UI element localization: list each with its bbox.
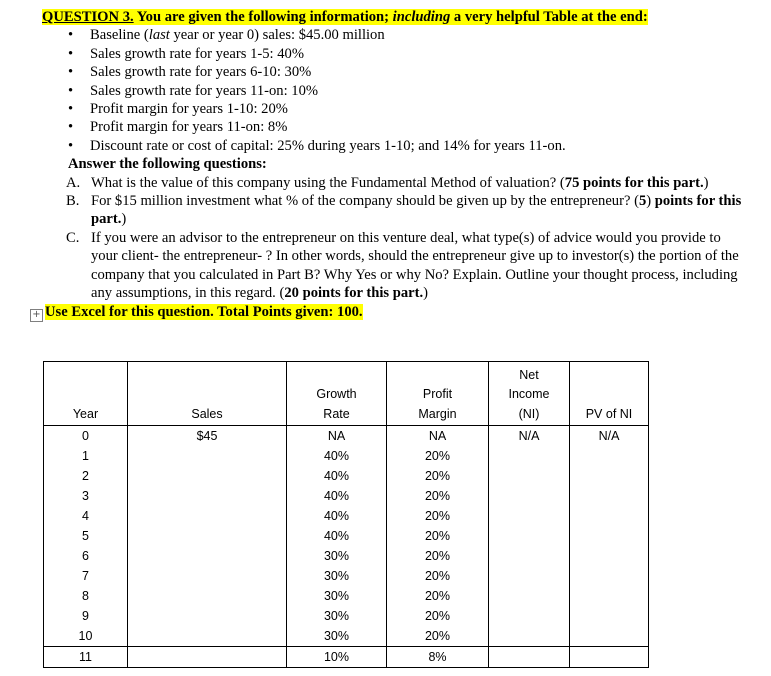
given-info-list	[42, 26, 742, 155]
cell-growth[interactable]: 30%	[287, 606, 387, 626]
cell-margin[interactable]: 20%	[387, 586, 489, 606]
cell-pv[interactable]	[570, 566, 649, 586]
table-row	[44, 546, 649, 566]
cell-margin[interactable]: 8%	[387, 647, 489, 668]
cell-margin[interactable]: 20%	[387, 546, 489, 566]
header-margin-line2: Margin	[418, 406, 457, 421]
cell-ni[interactable]	[489, 486, 570, 506]
question-c-points: 20 points for this part.	[284, 285, 424, 302]
cell-sales[interactable]	[128, 466, 287, 486]
cell-pv[interactable]	[570, 526, 649, 546]
cell-sales[interactable]	[128, 486, 287, 506]
cell-growth[interactable]: 40%	[287, 506, 387, 526]
question-heading	[42, 8, 742, 26]
header-pv-of-ni: PV of NI	[570, 362, 649, 426]
cell-year[interactable]: 8	[44, 586, 128, 606]
cell-ni[interactable]	[489, 626, 570, 647]
given-info-item	[68, 137, 742, 155]
cell-margin[interactable]: 20%	[387, 466, 489, 486]
cell-growth[interactable]: 40%	[287, 486, 387, 506]
question-b-marker: B.	[66, 193, 80, 210]
question-b-end: )	[121, 211, 127, 228]
cell-ni[interactable]	[489, 647, 570, 668]
question-a-end: )	[703, 174, 709, 191]
cell-pv[interactable]	[570, 606, 649, 626]
table-row	[44, 526, 649, 546]
cell-growth[interactable]: 40%	[287, 466, 387, 486]
question-a-points: 75 points for this part.	[564, 174, 704, 191]
given-info-text: Profit margin for years 11-on: 8%	[90, 119, 288, 136]
cell-margin[interactable]: 20%	[387, 566, 489, 586]
question-a-marker: A.	[66, 174, 81, 191]
header-sales: Sales	[128, 362, 287, 426]
cell-ni[interactable]	[489, 466, 570, 486]
cell-growth[interactable]: 10%	[287, 647, 387, 668]
table-header-row	[44, 362, 649, 426]
question-b-points-label: points for this part.	[91, 193, 742, 228]
header-ni-line2: Income	[508, 387, 550, 401]
header-ni-line1: Net	[519, 367, 539, 382]
bullet-dot: •	[68, 101, 74, 118]
header-growth-line2: Rate	[323, 406, 350, 421]
cell-year[interactable]: 10	[44, 626, 128, 647]
cell-ni[interactable]	[489, 526, 570, 546]
cell-sales[interactable]: $45	[128, 426, 287, 447]
bullet-dot: •	[68, 119, 74, 136]
given-info-text: Sales growth rate for years 11-on: 10%	[90, 82, 319, 99]
cell-growth[interactable]: 30%	[287, 546, 387, 566]
cell-ni[interactable]	[489, 446, 570, 466]
question-b-mid: )	[646, 193, 655, 210]
cell-sales[interactable]	[128, 446, 287, 466]
cell-margin[interactable]: 20%	[387, 606, 489, 626]
cell-pv[interactable]	[570, 446, 649, 466]
cell-sales[interactable]	[128, 506, 287, 526]
header-growth-rate	[287, 362, 387, 426]
cell-pv[interactable]	[570, 626, 649, 647]
table-row	[44, 586, 649, 606]
given-info-text: Sales growth rate for years 6-10: 30%	[90, 64, 312, 81]
given-info-item	[68, 82, 742, 100]
excel-note-line	[30, 303, 742, 322]
cell-sales[interactable]	[128, 647, 287, 668]
cell-year[interactable]: 2	[44, 466, 128, 486]
header-net-income	[489, 362, 570, 426]
question-a-text: What is the value of this company using the Fundamental Method of valuation? (	[91, 174, 565, 191]
question-document	[32, 8, 742, 322]
table-row	[44, 626, 649, 647]
header-growth-line1: Growth	[316, 387, 357, 401]
given-info-text: Baseline (	[90, 27, 149, 44]
given-info-text: Discount rate or cost of capital: 25% during years 1-10; and 14% for years 11-on.	[90, 137, 566, 154]
cell-sales[interactable]	[128, 606, 287, 626]
cell-margin[interactable]: NA	[387, 426, 489, 447]
table-row	[44, 647, 649, 668]
cell-year[interactable]: 4	[44, 506, 128, 526]
given-info-item	[68, 118, 742, 136]
valuation-table	[43, 361, 649, 668]
cell-sales[interactable]	[128, 526, 287, 546]
table-row	[44, 606, 649, 626]
cell-sales[interactable]	[128, 546, 287, 566]
cell-margin[interactable]: 20%	[387, 486, 489, 506]
cell-year[interactable]: 0	[44, 426, 128, 447]
cell-growth[interactable]: 40%	[287, 526, 387, 546]
excel-note: Use Excel for this question. Total Points given: 100.	[45, 303, 363, 320]
cell-growth[interactable]: 30%	[287, 586, 387, 606]
table-row	[44, 426, 649, 447]
table-row	[44, 486, 649, 506]
cell-pv[interactable]	[570, 466, 649, 486]
question-c-marker: C.	[66, 229, 80, 246]
question-b-text: For $15 million investment what % of the company should be given up by the entrepreneur? (	[91, 193, 639, 210]
cell-pv[interactable]	[570, 546, 649, 566]
cell-sales[interactable]	[128, 626, 287, 647]
cell-year[interactable]: 3	[44, 486, 128, 506]
cell-growth[interactable]: NA	[287, 426, 387, 447]
given-info-text: Sales growth rate for years 1-5: 40%	[90, 45, 304, 62]
bullet-dot: •	[68, 45, 74, 62]
question-label: QUESTION 3.	[42, 9, 134, 25]
cell-growth[interactable]: 30%	[287, 566, 387, 586]
cell-pv[interactable]	[570, 586, 649, 606]
cell-growth[interactable]: 30%	[287, 626, 387, 647]
cell-margin[interactable]: 20%	[387, 446, 489, 466]
answer-heading: Answer the following questions:	[68, 156, 267, 173]
given-info-italic: last	[148, 27, 170, 44]
cell-year[interactable]: 6	[44, 546, 128, 566]
question-intro-italic: including	[392, 9, 451, 25]
question-a	[66, 174, 742, 192]
header-profit-margin	[387, 362, 489, 426]
cell-sales[interactable]	[128, 566, 287, 586]
cell-margin[interactable]: 20%	[387, 626, 489, 647]
cell-pv[interactable]	[570, 647, 649, 668]
cell-ni[interactable]	[489, 506, 570, 526]
cell-year[interactable]: 7	[44, 566, 128, 586]
table-move-handle-icon[interactable]: +	[30, 309, 43, 322]
cell-growth[interactable]: 40%	[287, 446, 387, 466]
cell-margin[interactable]: 20%	[387, 506, 489, 526]
cell-ni[interactable]	[489, 546, 570, 566]
given-info-item	[68, 100, 742, 118]
question-c-text: If you were an advisor to the entrepreneur on this venture deal, what type(s) of advice would you provide to your client- the entrepreneur- ? In other words, should the entrepreneur give up to investor(s) the portion of the company that you calculated in Part B? Why Yes or why No? Explain. Outline your thought process, including any assumptions, in this regard. (	[91, 229, 739, 302]
question-c	[66, 229, 742, 303]
question-list	[42, 174, 742, 303]
header-ni-line3: (NI)	[518, 406, 540, 421]
given-info-text: Profit margin for years 1-10: 20%	[90, 101, 288, 118]
given-info-item	[68, 63, 742, 81]
header-year: Year	[44, 362, 128, 426]
question-intro-end: a very helpful Table at the end:	[450, 9, 648, 25]
given-info-item	[68, 26, 742, 44]
cell-sales[interactable]	[128, 586, 287, 606]
cell-year[interactable]: 9	[44, 606, 128, 626]
cell-ni[interactable]	[489, 586, 570, 606]
cell-ni[interactable]: N/A	[489, 426, 570, 447]
header-margin-line1: Profit	[422, 387, 453, 401]
cell-year[interactable]: 5	[44, 526, 128, 546]
question-intro: You are given the following information;	[133, 9, 393, 25]
bullet-dot: •	[68, 137, 74, 154]
given-info-item	[68, 45, 742, 63]
given-info-text-end: year or year 0) sales: $45.00 million	[169, 27, 385, 44]
cell-pv[interactable]	[570, 486, 649, 506]
cell-year[interactable]: 1	[44, 446, 128, 466]
table-row	[44, 506, 649, 526]
question-c-end: )	[423, 285, 429, 302]
cell-margin[interactable]: 20%	[387, 526, 489, 546]
table-row	[44, 446, 649, 466]
question-b-points: 5	[638, 193, 647, 210]
cell-pv[interactable]: N/A	[570, 426, 649, 447]
question-b	[66, 192, 742, 229]
table-row	[44, 566, 649, 586]
table-body	[44, 426, 649, 668]
bullet-dot: •	[68, 82, 74, 99]
cell-pv[interactable]	[570, 506, 649, 526]
cell-year[interactable]: 11	[44, 647, 128, 668]
bullet-dot: •	[68, 64, 74, 81]
table-row	[44, 466, 649, 486]
cell-ni[interactable]	[489, 566, 570, 586]
bullet-dot: •	[68, 27, 74, 44]
cell-ni[interactable]	[489, 606, 570, 626]
